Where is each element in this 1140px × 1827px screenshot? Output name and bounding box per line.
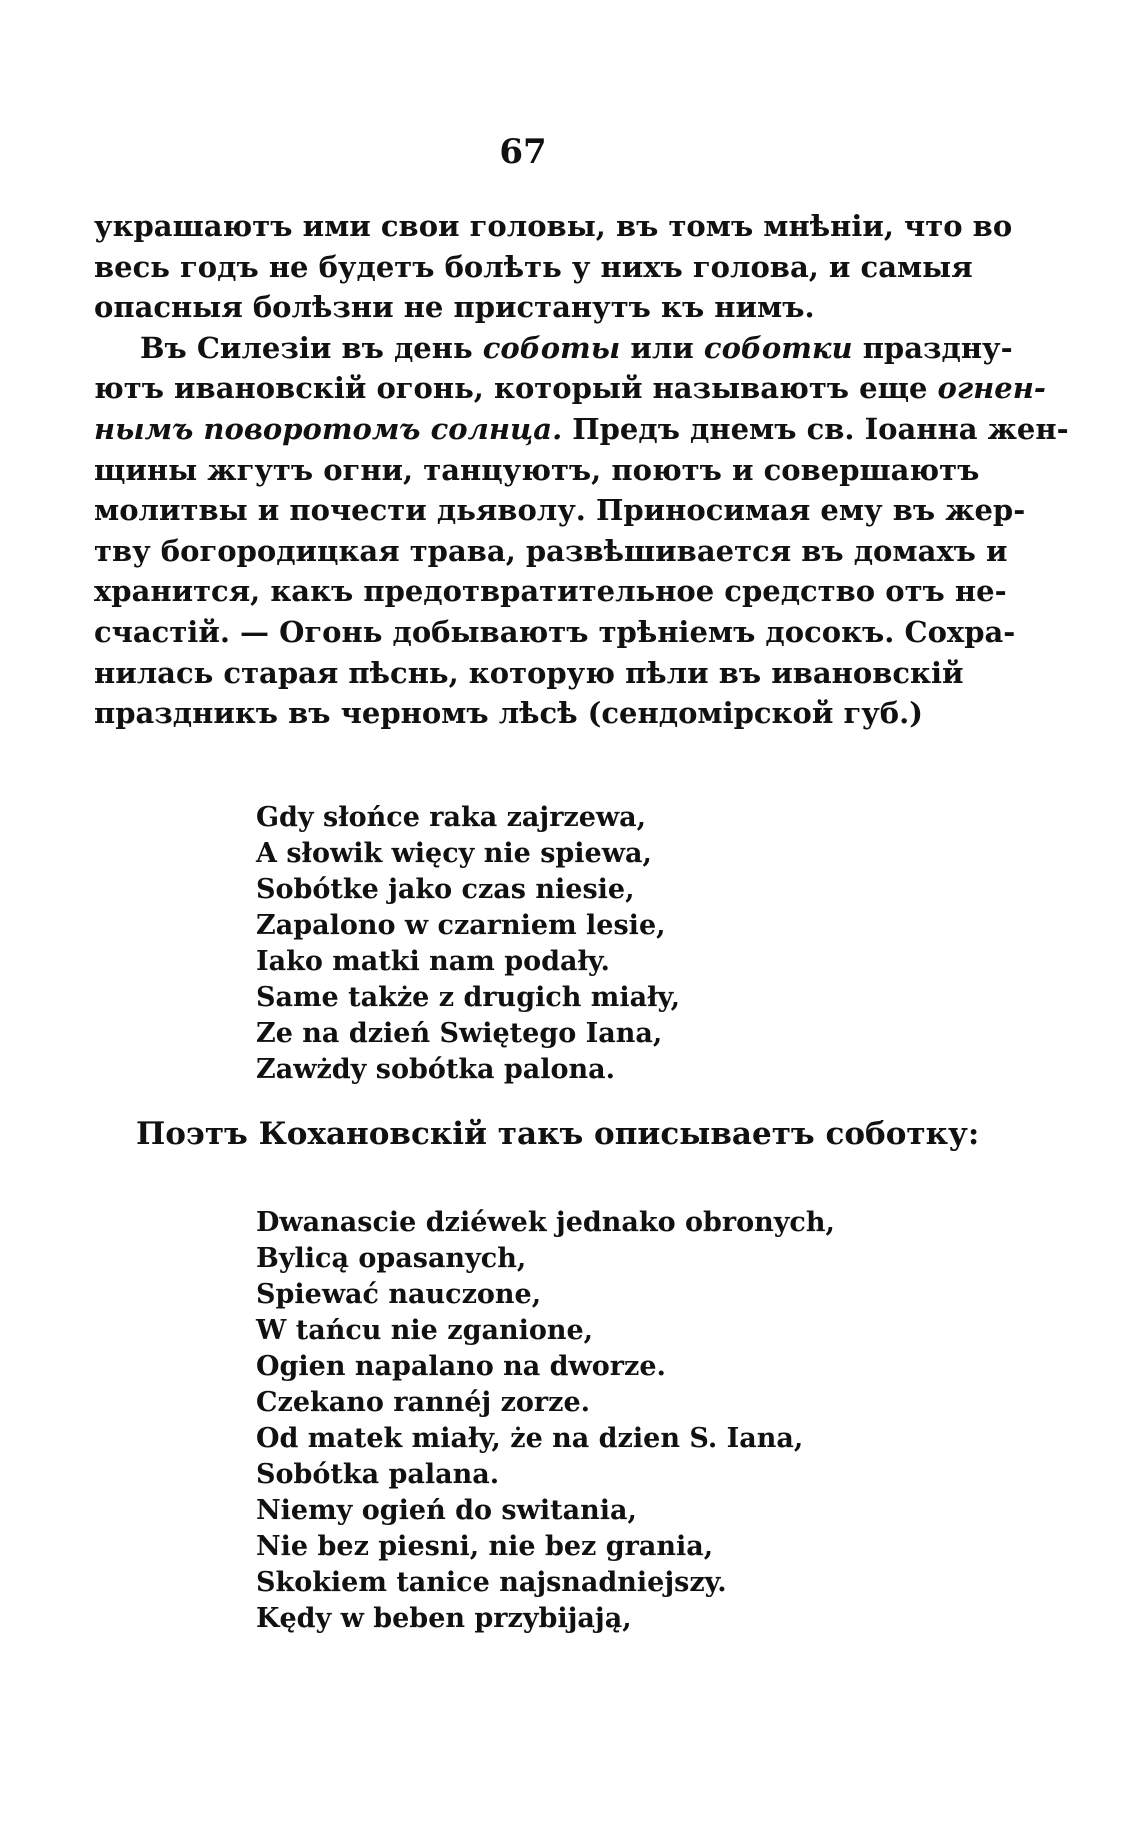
prose-line: опасныя болѣзни не пристанутъ къ нимъ.: [94, 290, 815, 325]
poem-verse: Iako matki nam podały.: [256, 946, 610, 977]
poem-verse: Spiewać nauczone,: [256, 1279, 542, 1310]
page-number: 67: [499, 132, 547, 172]
prose-line: весь годъ не будетъ болѣть у нихъ голова, и самыя: [94, 249, 973, 284]
prose-line: щины жгутъ огни, танцуютъ, поютъ и совершаютъ: [94, 452, 980, 487]
prose-line: [94, 328, 1013, 369]
prose-line: нилась старая пѣснь, которую пѣли въ ивановскій: [94, 655, 964, 690]
poem-verse: Zapalono w czarniem lesie,: [256, 910, 666, 941]
poem-verse: Ogien napalano na dworze.: [256, 1351, 666, 1382]
italic-term: нымъ поворотомъ солнца.: [94, 411, 563, 446]
text-run: или: [620, 330, 704, 365]
text-run: праздну-: [852, 330, 1013, 365]
prose-line: [94, 409, 1069, 450]
prose-line: хранится, какъ предотвратительное средство отъ не-: [94, 574, 1007, 609]
prose-line: [94, 368, 1046, 409]
poem-verse: Czekano rannéj zorze.: [256, 1387, 591, 1418]
poem-verse: Gdy słońce raka zajrzewa,: [256, 802, 647, 833]
poem-verse: W tańcu nie zganione,: [256, 1315, 594, 1346]
poem-verse: Niemy ogień do switania,: [256, 1495, 637, 1526]
italic-term: огнен-: [937, 371, 1046, 406]
poem-verse: Sobótke jako czas niesie,: [256, 874, 635, 905]
poem-verse: Zawżdy sobótka palona.: [256, 1054, 616, 1085]
poem-verse: Sobótka palana.: [256, 1459, 500, 1490]
polish-song-poem: [256, 800, 680, 1088]
poet-intro-line: Поэтъ Кохановскій такъ описываетъ соботку:: [136, 1116, 980, 1152]
prose-line: украшаютъ ими свои головы, въ томъ мнѣніи, что во: [94, 209, 1013, 243]
poem-verse: Od matek miały, że na dzien S. Iana,: [256, 1423, 804, 1454]
italic-term: соботы: [482, 330, 621, 365]
poem-verse: Skokiem tanice najsnadniejszy.: [256, 1567, 727, 1598]
poem-verse: Bylicą opasanych,: [256, 1243, 527, 1274]
prose-line: праздникъ въ черномъ лѣсѣ (сендомірской губ.): [94, 696, 923, 731]
prose-block: [94, 206, 1069, 734]
poem-verse: Same także z drugich miały,: [256, 982, 681, 1013]
poem-verse: Ze na dzień Swiętego Iana,: [256, 1018, 663, 1049]
poem-verse: Kędy w beben przybijają,: [256, 1603, 632, 1634]
poem-verse: Nie bez piesni, nie bez grania,: [256, 1531, 714, 1562]
prose-line: счастій. — Огонь добываютъ трѣніемъ досокъ. Сохра-: [94, 614, 1016, 649]
text-run: ютъ ивановскій огонь, который называютъ еще: [94, 371, 938, 406]
poem-verse: A słowik więcy nie spiewa,: [256, 838, 652, 869]
prose-line: тву богородицкая трава, развѣшивается въ домахъ и: [94, 533, 1008, 568]
text-run: Предъ днемъ св. Іоанна жен-: [562, 411, 1069, 446]
prose-line: молитвы и почести дьяволу. Приносимая ему въ жер-: [94, 493, 1026, 528]
poem-verse: Dwanascie dziéwek jednako obronych,: [256, 1207, 835, 1238]
kochanowski-poem: [256, 1205, 835, 1637]
italic-term: соботки: [703, 330, 853, 365]
text-run: Въ Силезіи въ день: [140, 330, 483, 365]
